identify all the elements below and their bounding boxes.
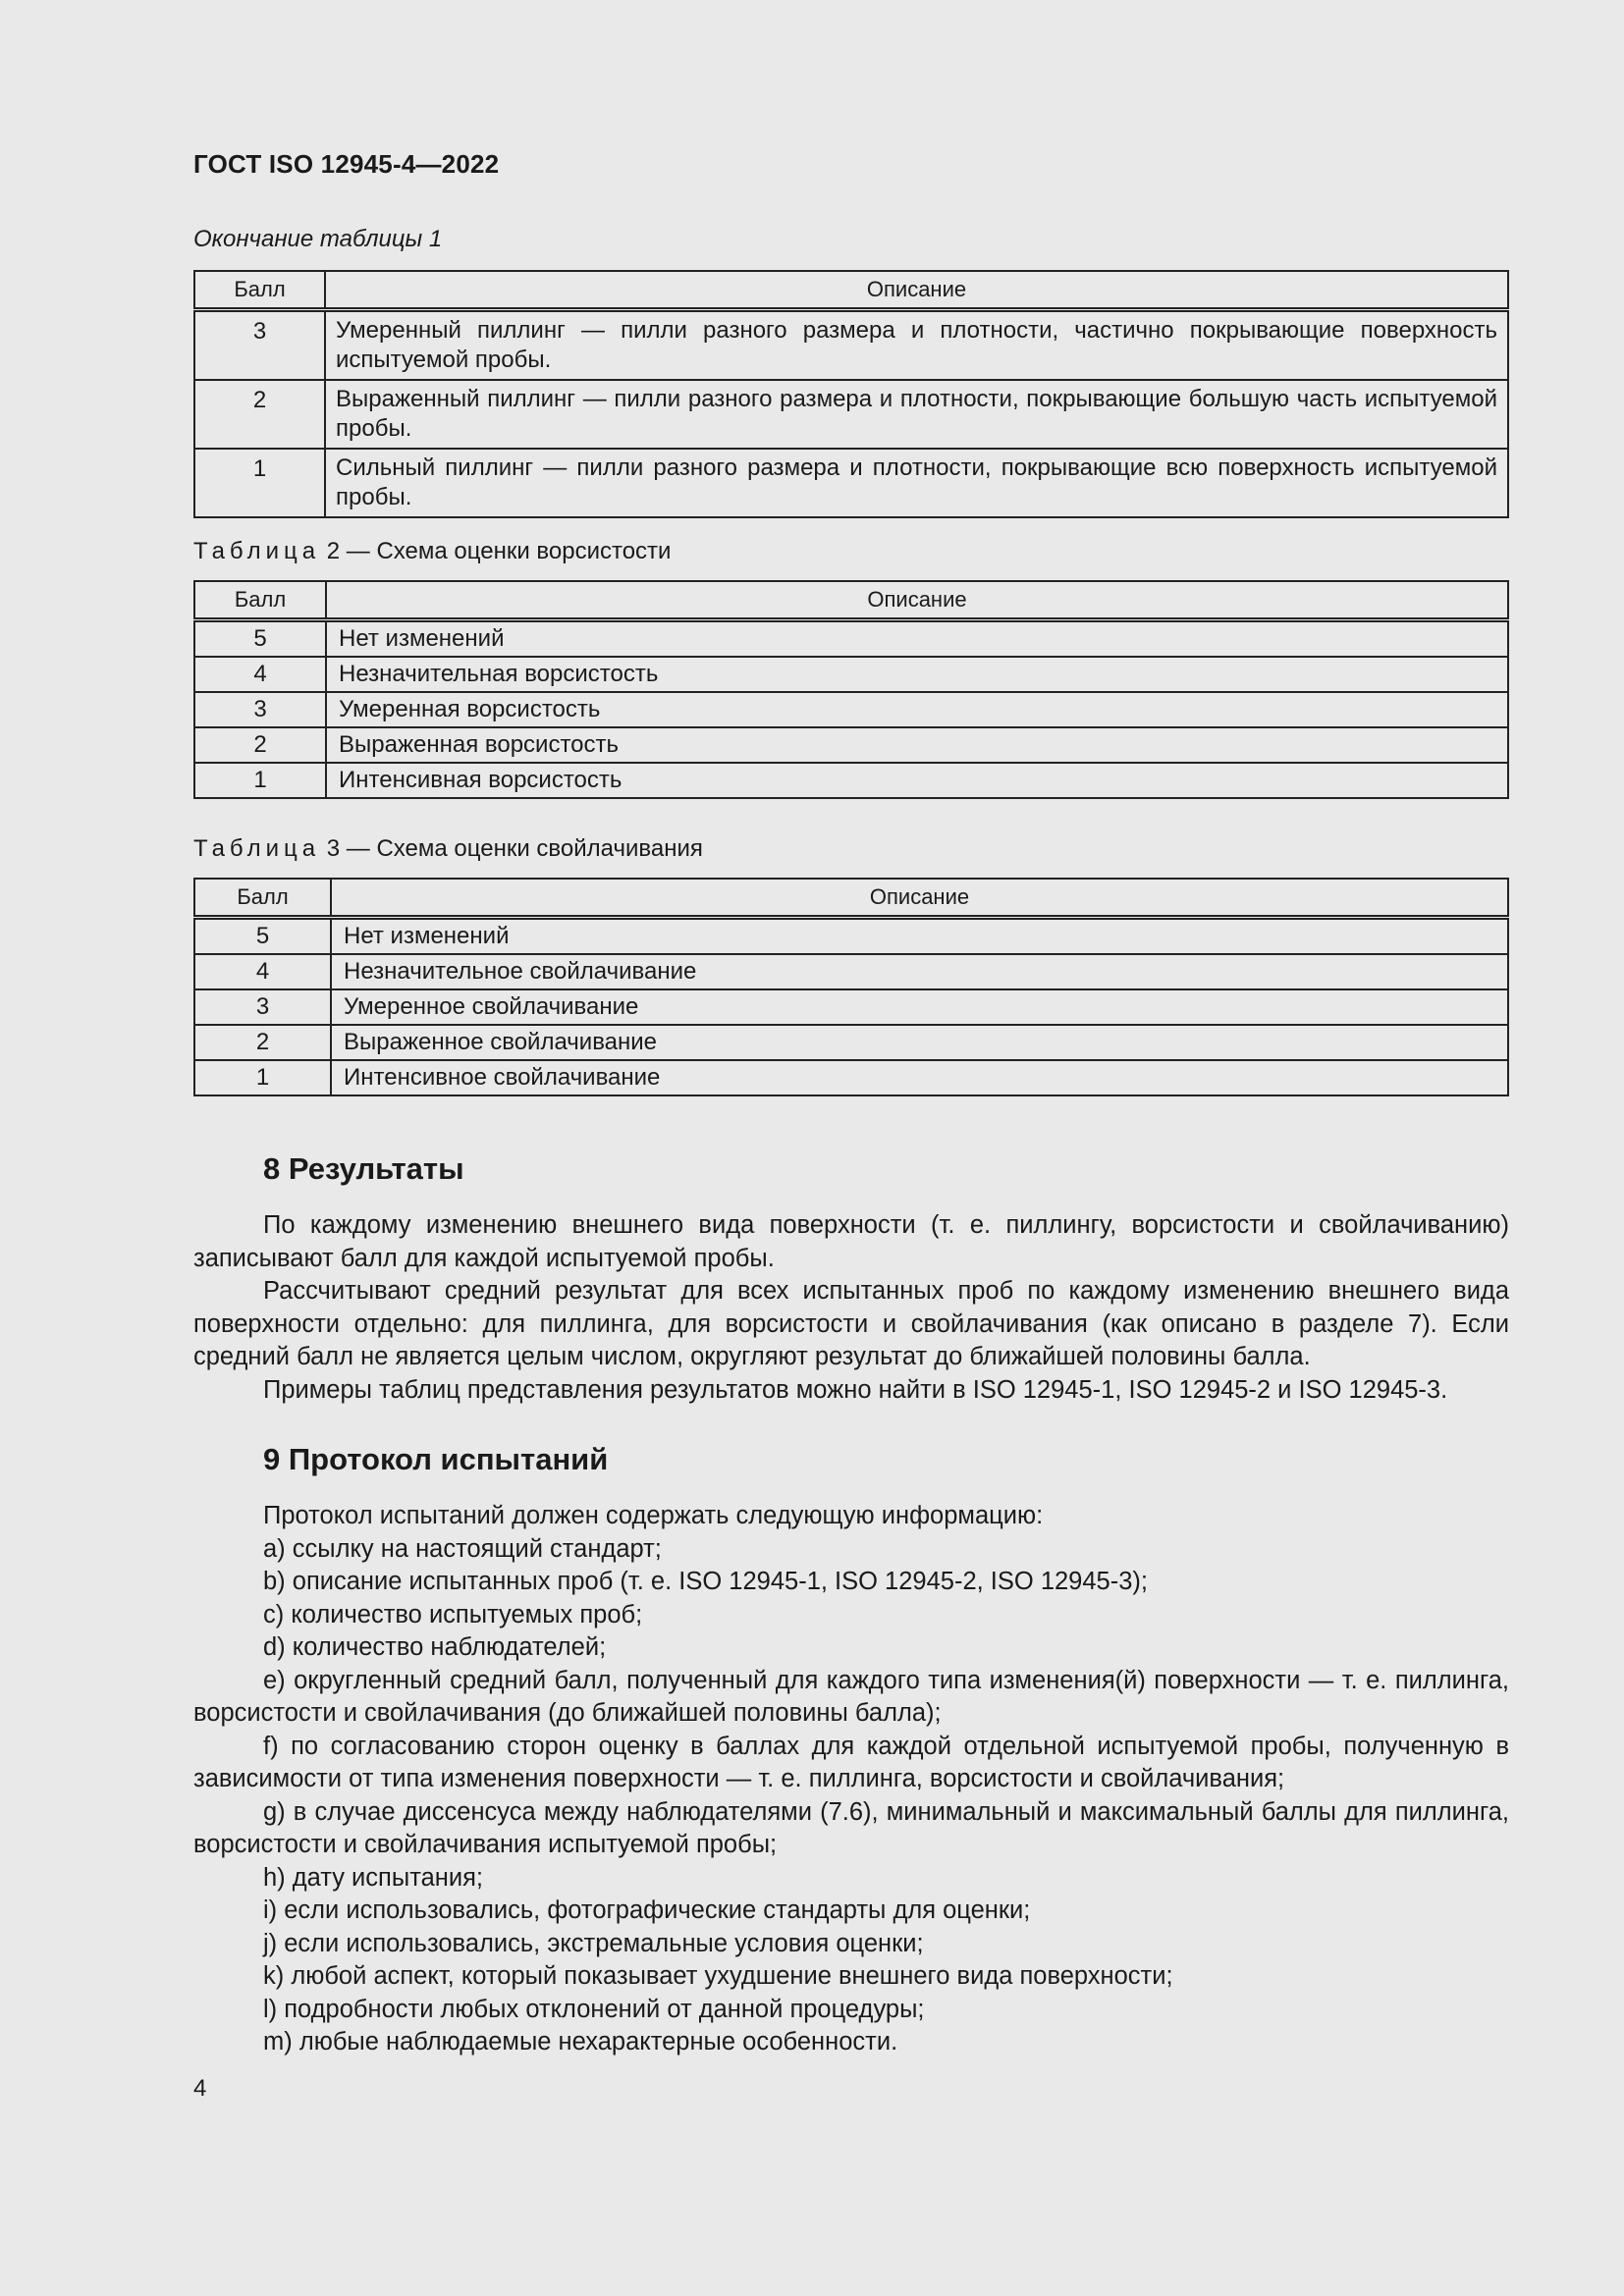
list-item: b) описание испытанных проб (т. е. ISO 12945-1, ISO 12945-2, ISO 12945-3); bbox=[263, 1568, 1148, 1595]
list-item: h) дату испытания; bbox=[263, 1863, 483, 1892]
paragraph: Примеры таблиц представления результатов можно найти в ISO 12945-1, ISO 12945-2 и ISO 12945-3. bbox=[263, 1375, 1448, 1404]
list-item: j) если использовались, экстремальные условия оценки; bbox=[263, 1929, 924, 1957]
description-cell: Незначительное свойлачивание bbox=[331, 954, 1508, 989]
list-item: g) в случае диссенсуса между наблюдателями (7.6), минимальный и максимальный баллы для пиллинга, ворсистости и свойлачивания испытуемой пробы; bbox=[193, 1797, 1509, 1858]
column-header-description: Описание bbox=[325, 271, 1508, 310]
document-header: ГОСТ ISO 12945-4—2022 bbox=[193, 149, 500, 179]
table-row bbox=[194, 989, 1508, 1025]
paragraph: Протокол испытаний должен содержать следующую информацию: bbox=[263, 1502, 1044, 1529]
column-header-score: Балл bbox=[194, 581, 326, 620]
table-row bbox=[194, 449, 1508, 517]
list-item: i) если использовались, фотографические стандарты для оценки; bbox=[263, 1896, 1031, 1924]
list-item: e) округленный средний балл, полученный для каждого типа изменения(й) поверхности — т. е. пиллинга, ворсистости и свойлачивания (до ближайшей половины балла); bbox=[193, 1666, 1509, 1727]
score-cell: 2 bbox=[194, 727, 326, 763]
description-cell: Умеренная ворсистость bbox=[326, 692, 1508, 727]
description-cell: Нет изменений bbox=[326, 620, 1508, 658]
page-number: 4 bbox=[193, 2075, 207, 2102]
score-cell: 2 bbox=[194, 1025, 331, 1060]
table3-caption-title: 3 — Схема оценки свойлачивания bbox=[326, 835, 703, 862]
table3-caption-word: Таблица bbox=[193, 835, 321, 862]
table-row bbox=[194, 620, 1508, 658]
column-header-description: Описание bbox=[331, 879, 1508, 918]
table-row bbox=[194, 1060, 1508, 1095]
description-cell: Умеренный пиллинг — пилли разного размера и плотности, частично покрывающие поверхность испытуемой пробы. bbox=[325, 310, 1508, 381]
table-header-row bbox=[194, 879, 1508, 918]
score-cell: 2 bbox=[194, 380, 325, 449]
description-cell: Интенсивная ворсистость bbox=[326, 763, 1508, 798]
section-9-title: 9 Протокол испытаний bbox=[263, 1442, 609, 1476]
column-header-description: Описание bbox=[326, 581, 1508, 620]
table-row bbox=[194, 727, 1508, 763]
table1 bbox=[193, 270, 1509, 518]
list-item: c) количество испытуемых проб; bbox=[263, 1600, 643, 1629]
table2-caption-title: 2 — Схема оценки ворсистости bbox=[326, 538, 672, 564]
description-cell: Умеренное свойлачивание bbox=[331, 989, 1508, 1025]
table-row bbox=[194, 380, 1508, 449]
table-row bbox=[194, 657, 1508, 692]
table-header-row bbox=[194, 581, 1508, 620]
score-cell: 5 bbox=[194, 918, 331, 955]
table-row bbox=[194, 310, 1508, 381]
column-header-score: Балл bbox=[194, 271, 325, 310]
list-item: m) любые наблюдаемые нехарактерные особенности. bbox=[263, 2028, 898, 2056]
score-cell: 1 bbox=[194, 763, 326, 798]
section-8-title: 8 Результаты bbox=[263, 1151, 464, 1186]
table-row bbox=[194, 763, 1508, 798]
table3 bbox=[193, 878, 1509, 1096]
description-cell: Нет изменений bbox=[331, 918, 1508, 955]
section-9-body bbox=[193, 1500, 1509, 2059]
list-item: l) подробности любых отклонений от данной процедуры; bbox=[263, 1995, 925, 2023]
table-row bbox=[194, 918, 1508, 955]
score-cell: 4 bbox=[194, 657, 326, 692]
score-cell: 4 bbox=[194, 954, 331, 989]
table-row bbox=[194, 692, 1508, 727]
description-cell: Выраженный пиллинг — пилли разного размера и плотности, покрывающие большую часть испытуемой пробы. bbox=[325, 380, 1508, 449]
section-8-body bbox=[193, 1209, 1509, 1407]
table-row bbox=[194, 1025, 1508, 1060]
score-cell: 5 bbox=[194, 620, 326, 658]
table2-caption-word: Таблица bbox=[193, 538, 321, 564]
column-header-score: Балл bbox=[194, 879, 331, 918]
description-cell: Сильный пиллинг — пилли разного размера и плотности, покрывающие всю поверхность испытуемой пробы. bbox=[325, 449, 1508, 517]
score-cell: 3 bbox=[194, 310, 325, 381]
score-cell: 3 bbox=[194, 989, 331, 1025]
paragraph: Рассчитывают средний результат для всех испытанных проб по каждому изменению внешнего вида поверхности отдельно: для пиллинга, для ворсистости и свойлачивания (как описано в разделе 7). Если средний балл не является целым числом, округляют результат до ближайшей половины балла. bbox=[193, 1277, 1509, 1370]
table2 bbox=[193, 580, 1509, 799]
table3-caption bbox=[193, 835, 703, 863]
score-cell: 1 bbox=[194, 449, 325, 517]
score-cell: 3 bbox=[194, 692, 326, 727]
table2-caption bbox=[193, 538, 671, 565]
list-item: a) ссылку на настоящий стандарт; bbox=[263, 1534, 662, 1563]
score-cell: 1 bbox=[194, 1060, 331, 1095]
list-item: d) количество наблюдателей; bbox=[263, 1633, 607, 1661]
table-row bbox=[194, 954, 1508, 989]
description-cell: Интенсивное свойлачивание bbox=[331, 1060, 1508, 1095]
list-item: f) по согласованию сторон оценку в баллах для каждой отдельной испытуемой пробы, полученную в зависимости от типа изменения поверхности — т. е. пиллинга, ворсистости и свойлачивания; bbox=[193, 1732, 1509, 1792]
description-cell: Выраженная ворсистость bbox=[326, 727, 1508, 763]
paragraph: По каждому изменению внешнего вида поверхности (т. е. пиллингу, ворсистости и свойлачиванию) записывают балл для каждой испытуемой пробы. bbox=[193, 1211, 1509, 1272]
table-header-row bbox=[194, 271, 1508, 310]
list-item: k) любой аспект, который показывает ухудшение внешнего вида поверхности; bbox=[263, 1962, 1173, 1990]
table1-caption: Окончание таблицы 1 bbox=[193, 226, 443, 252]
description-cell: Выраженное свойлачивание bbox=[331, 1025, 1508, 1060]
description-cell: Незначительная ворсистость bbox=[326, 657, 1508, 692]
